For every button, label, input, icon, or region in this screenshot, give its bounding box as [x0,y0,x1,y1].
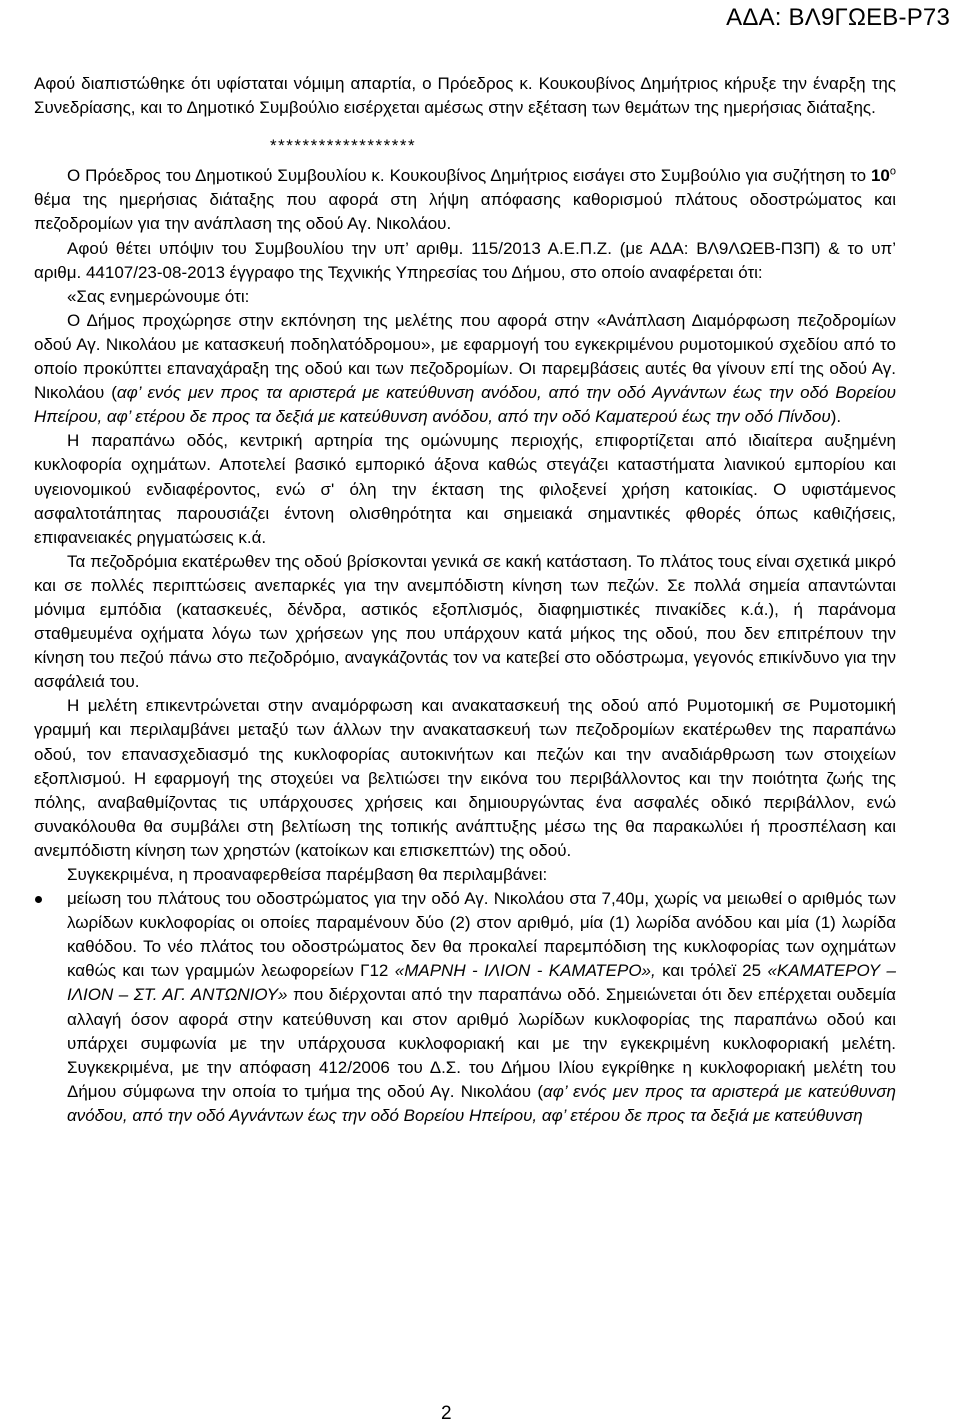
document-body [34,72,896,1128]
topic-number: 10 [870,166,890,186]
study-text-italic: αφ’ ενός μεν προς τα αριστερά με κατεύθυνση ανόδου, από την οδό Αγνάντων έως την οδό Βορείου Ηπείρου, αφ’ ετέρου δε προς τα δεξιά με κατεύθυνση ανόδου, από την οδό Καματερού έως την οδό Πίνδου [34,383,897,427]
bullet-text-b: και τρόλεϊ 25 [655,961,768,981]
bullet-text-a: μείωση του πλάτους του οδοστρώματος για την οδό Αγ. Νικολάου στα 7,40μ, χωρίς να μειωθεί ο αριθμός των λωρίδων κυκλοφορίας οι οποίες παραμένουν δύο (2) στον αριθμό, μία (1) λωρίδα ανόδου και μία (1) λωρίδα καθόδου. Το νέο πλάτος του οδοστρώματος δεν θα προκαλεί παρεμπόδιση της κυκλοφορίας των οχημάτων καθώς και των γραμμών λεωφορείων Γ12 [67,889,896,981]
study-text-b: ). [830,407,842,427]
intro-text-a: Ο Πρόεδρος του Δημοτικού Συμβουλίου κ. Κουκουβίνος Δημήτριος εισάγει στο Συμβούλιο για συζήτηση το [67,166,871,186]
paragraph-study-focus: Η μελέτη επικεντρώνεται στην αναμόρφωση και ανακατασκευή της οδού από Ρυμοτομική σε Ρυμοτομική γραμμή και περιλαμβάνει μεταξύ των άλλων την ανακατασκευή των πεζοδρομίων εκατέρωθεν της παραπάνω οδού, τον επανασχεδιασμό της κυκλοφορίας αυτοκινήτων και πεζών και την αναδιάρθρωση των στοιχείων εξοπλισμού. Η εφαρμογή της στοχεύει να βελτιώσει την εικόνα του περιβάλλοντος και την ποιότητα ζωής της πόλης, αναβαθμίζοντας τις υπάρχουσες χρήσεις και δημιουργώντας ένα ασφαλές οδικό περιβάλλον, ενώ συνακόλουθα θα συμβάλει στη βελτίωση της τοπικής ανάπτυξης μέσω της θα παρακωλύει ή προσπέλαση και ανεμπόδιστη κίνηση των χρηστών (κατοίκων και επισκεπτών) της οδού. [34,696,896,860]
topic-ordinal: ο [889,165,896,178]
bullet-list-item [34,887,896,1128]
bullet-text-italic: αφ’ ενός μεν προς τα αριστερά με κατεύθυνση ανόδου, από την οδό Αγνάντων έως την οδό Βορείου Ηπείρου, αφ’ ετέρου δε προς τα δεξιά με κατεύθυνση [67,1081,896,1125]
paragraph-introduction [34,164,896,236]
paragraph-study [34,309,896,429]
bullet-text-c: που διέρχονται από την παραπάνω οδό. Σημειώνεται ότι δεν επέρχεται ουδεμία αλλαγή όσον αφορά στην κατεύθυνση και στον αριθμό λωρίδων κυκλοφορίας της παραπάνω οδού και υπάρχει συμφωνία με την υπάρχουσα κυκλοφοριακή και με την εγκεκριμένη κυκλοφοριακή μελέτη. Συγκεκριμένα, με την απόφαση 412/2006 του Δ.Σ. του Δήμου Ιλίου εγκρίθηκε η κυκλοφοριακή μελέτη του Δήμου σύμφωνα την οποία το τμήμα της οδού Αγ. Νικολάου ( [67,985,896,1101]
paragraph-quorum: Αφού διαπιστώθηκε ότι υφίσταται νόμιμη απαρτία, ο Πρόεδρος κ. Κουκουβίνος Δημήτριος κήρυξε την έναρξη της Συνεδρίασης, και το Δημοτικό Συμβούλιο εισέρχεται αμέσως στην εξέταση των θεμάτων της ημερήσιας διάταξης. [34,74,896,118]
bullet-bus-line: «ΜΑΡΝΗ - ΙΛΙΟΝ - ΚΑΜΑΤΕΡΟ», [394,961,656,981]
paragraph-quote-open: «Σας ενημερώνουμε ότι: [67,286,250,306]
paragraph-road-description: Η παραπάνω οδός, κεντρική αρτηρία της ομώνυμης περιοχής, επιφορτίζεται από ιδιαίτερα αυξημένη κυκλοφορία οχημάτων. Αποτελεί βασικό εμπορικό άξονα καθώς στεγάζει καταστήματα λιανικού εμπορίου και υγειονομικού ενδιαφέροντος, ενώ σ' όλη την έκταση της φιλοξενεί χρήση κατοικίας. Ο υφιστάμενος ασφαλτοτάπητας παρουσιάζει έντονη ολισθηρότητα και σημειακά σημαντικές φθορές όπως καθιζήσεις, επιφανειακές ρηγματώσεις κ.ά. [34,431,896,547]
study-text-a: Ο Δήμος προχώρησε στην εκπόνηση της μελέτης που αφορά στην «Ανάπλαση Διαμόρφωση πεζοδρομίων οδού Αγ. Νικολάου με κατασκευή ποδηλατόδρομου», με εφαρμογή του εγκεκριμένου ρυμοτομικού σχεδίου από το οποίο προκύπτει επαναχάραξη της οδού και των πεζοδρομίων. Οι παρεμβάσεις αυτές θα γίνουν επί της οδού Αγ. Νικολάου ( [34,310,896,403]
ada-header: ΑΔΑ: ΒΛ9ΓΩΕΒ-Ρ73 [726,4,950,31]
paragraph-references: Αφού θέτει υπόψιν του Συμβουλίου την υπ’ αριθμ. 115/2013 Α.Ε.Π.Ζ. (με ΑΔΑ: ΒΛ9ΛΩΕΒ-Π3Π) & το υπ’ αριθμ. 44107/23-08-2013 έγγραφο της Τεχνικής Υπηρεσίας του Δήμου, στο οποίο αναφέρεται ότι: [34,238,896,282]
page-number: 2 [441,1403,452,1424]
paragraph-sidewalks: Τα πεζοδρόμια εκατέρωθεν της οδού βρίσκονται γενικά σε κακή κατάσταση. Το πλάτος τους είναι σχετικά μικρό και σε πολλές περιπτώσεις ανεπαρκές για την ανεμπόδιστη κίνηση των πεζών. Σε πολλά σημεία απαντώνται μόνιμα εμπόδια (κατασκευές, δένδρα, αστικός εξοπλισμός, διαφημιστικές πινακίδες κ.ά.), ή παράνομα σταθμευμένα οχήματα λόγω των χρήσεων γης που υπάρχουν κατά μήκος της οδού, που δεν επιτρέπουν την κίνηση του πεζού πάνω στο πεζοδρόμιο, αναγκάζοντάς τον να κατεβεί στο οδόστρωμα, γεγονός επικίνδυνο για την ασφάλειά του. [34,551,896,692]
paragraph-specifics: Συγκεκριμένα, η προαναφερθείσα παρέμβαση θα περιλαμβάνει: [67,865,548,884]
bullet-trolley-line: «ΚΑΜΑΤΕΡΟΥ – ΙΛΙΟΝ – ΣΤ. ΑΓ. ΑΝΤΩΝΙΟΥ» [67,961,896,1005]
bullet-icon [35,896,42,903]
intro-text-b: θέμα της ημερήσιας διάταξης που αφορά στη λήψη απόφασης καθορισμού πλάτους οδοστρώματος και πεζοδρομίων για την ανάπλαση της οδού Αγ. Νικολάου. [34,190,896,234]
bullet-text [67,887,896,1128]
separator-stars: ****************** [270,136,417,156]
